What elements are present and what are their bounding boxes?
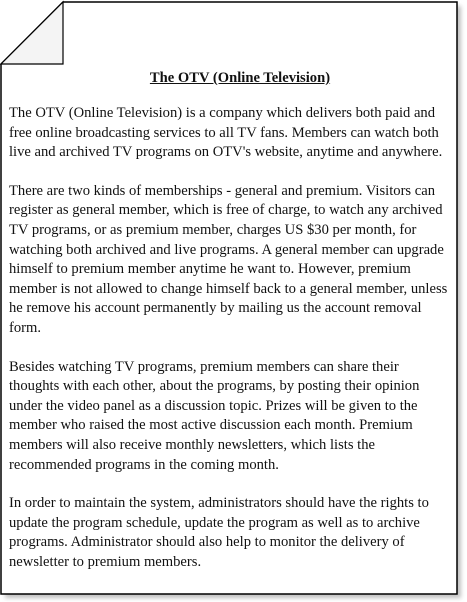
paragraph-memberships: There are two kinds of memberships - general and premium. Visitors can register as general member, which is free of charge, to watch any archived TV programs, or as premium member, charges US $30 per month, for watching both archived and live programs. A general member can upgrade himself to premium member anytime he want to. However, premium member is not allowed to change himself back to a general member, unless he remove his account permanently by mailing us the account removal form. bbox=[9, 182, 448, 336]
document-content bbox=[9, 68, 451, 591]
folded-corner bbox=[1, 2, 63, 64]
paragraph-discussion: Besides watching TV programs, premium members can share their thoughts with each other, about the programs, by posting their opinion under the video panel as a discussion topic. Prizes will be given to the member who raised the most active discussion each month. Premium members will also receive monthly newsletters, which lists the recommended programs in the coming month. bbox=[9, 358, 420, 473]
document-title: The OTV (Online Television) bbox=[149, 70, 331, 86]
paragraph-intro: The OTV (Online Television) is a company which delivers both paid and free online broadcasting services to all TV fans. Members can watch both live and archived TV programs on OTV's website, anytime and anywhere. bbox=[9, 105, 443, 161]
paragraph-administration: In order to maintain the system, administrators should have the rights to update the program schedule, update the program as well as to archive programs. Administrator should also help to monitor the delivery of newsletter to premium members. bbox=[9, 495, 429, 570]
